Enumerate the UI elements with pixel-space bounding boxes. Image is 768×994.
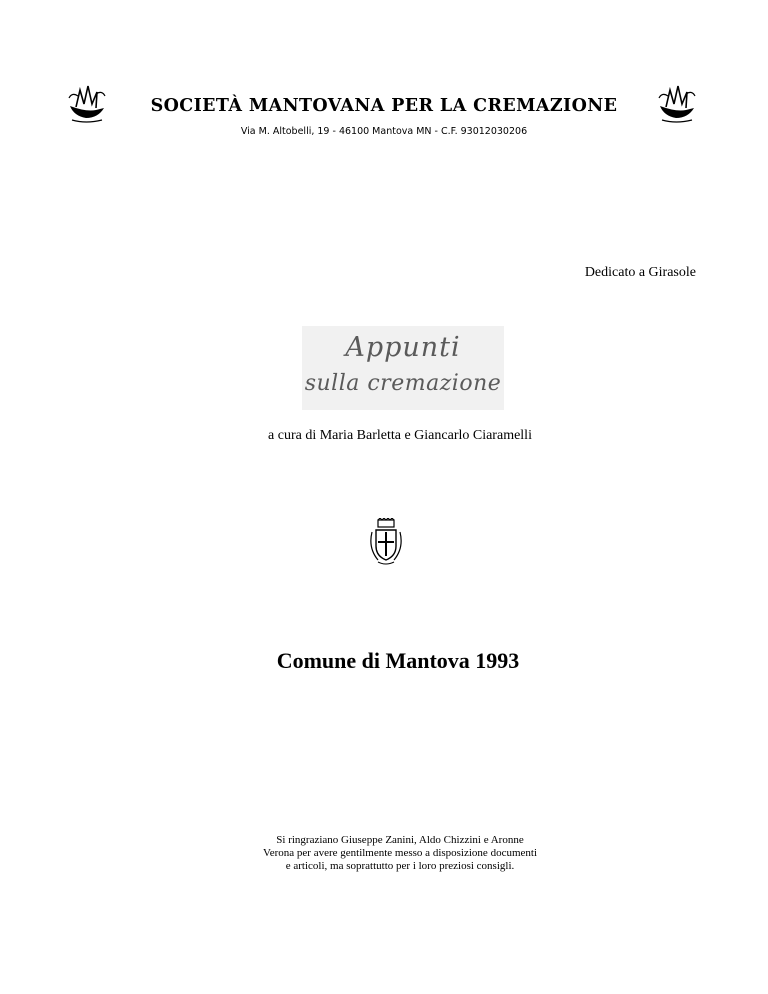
coat-of-arms-icon [366,518,406,568]
acknowledgements [0,834,768,873]
title-image [302,326,504,410]
acknowledgement-line: e articoli, ma soprattutto per i loro preziosi consigli. [285,860,515,872]
editors-credit: a cura di Maria Barletta e Giancarlo Ciaramelli [268,428,532,443]
dedication: Dedicato a Girasole [584,265,696,280]
municipality-year: Comune di Mantova 1993 [276,648,520,673]
acknowledgement-line: Verona per avere gentilmente messo a disposizione documenti [263,847,537,859]
organization-address: Via M. Altobelli, 19 - 46100 Mantova MN - C.F. 93012030206 [240,126,528,137]
title-line-2: sulla cremazione [304,371,502,396]
acknowledgement-line: Si ringraziano Giuseppe Zanini, Aldo Chizzini e Aronne [276,834,524,846]
organization-name: SOCIETÀ MANTOVANA PER LA CREMAZIONE [150,96,618,116]
title-line-1: Appunti [345,332,461,363]
